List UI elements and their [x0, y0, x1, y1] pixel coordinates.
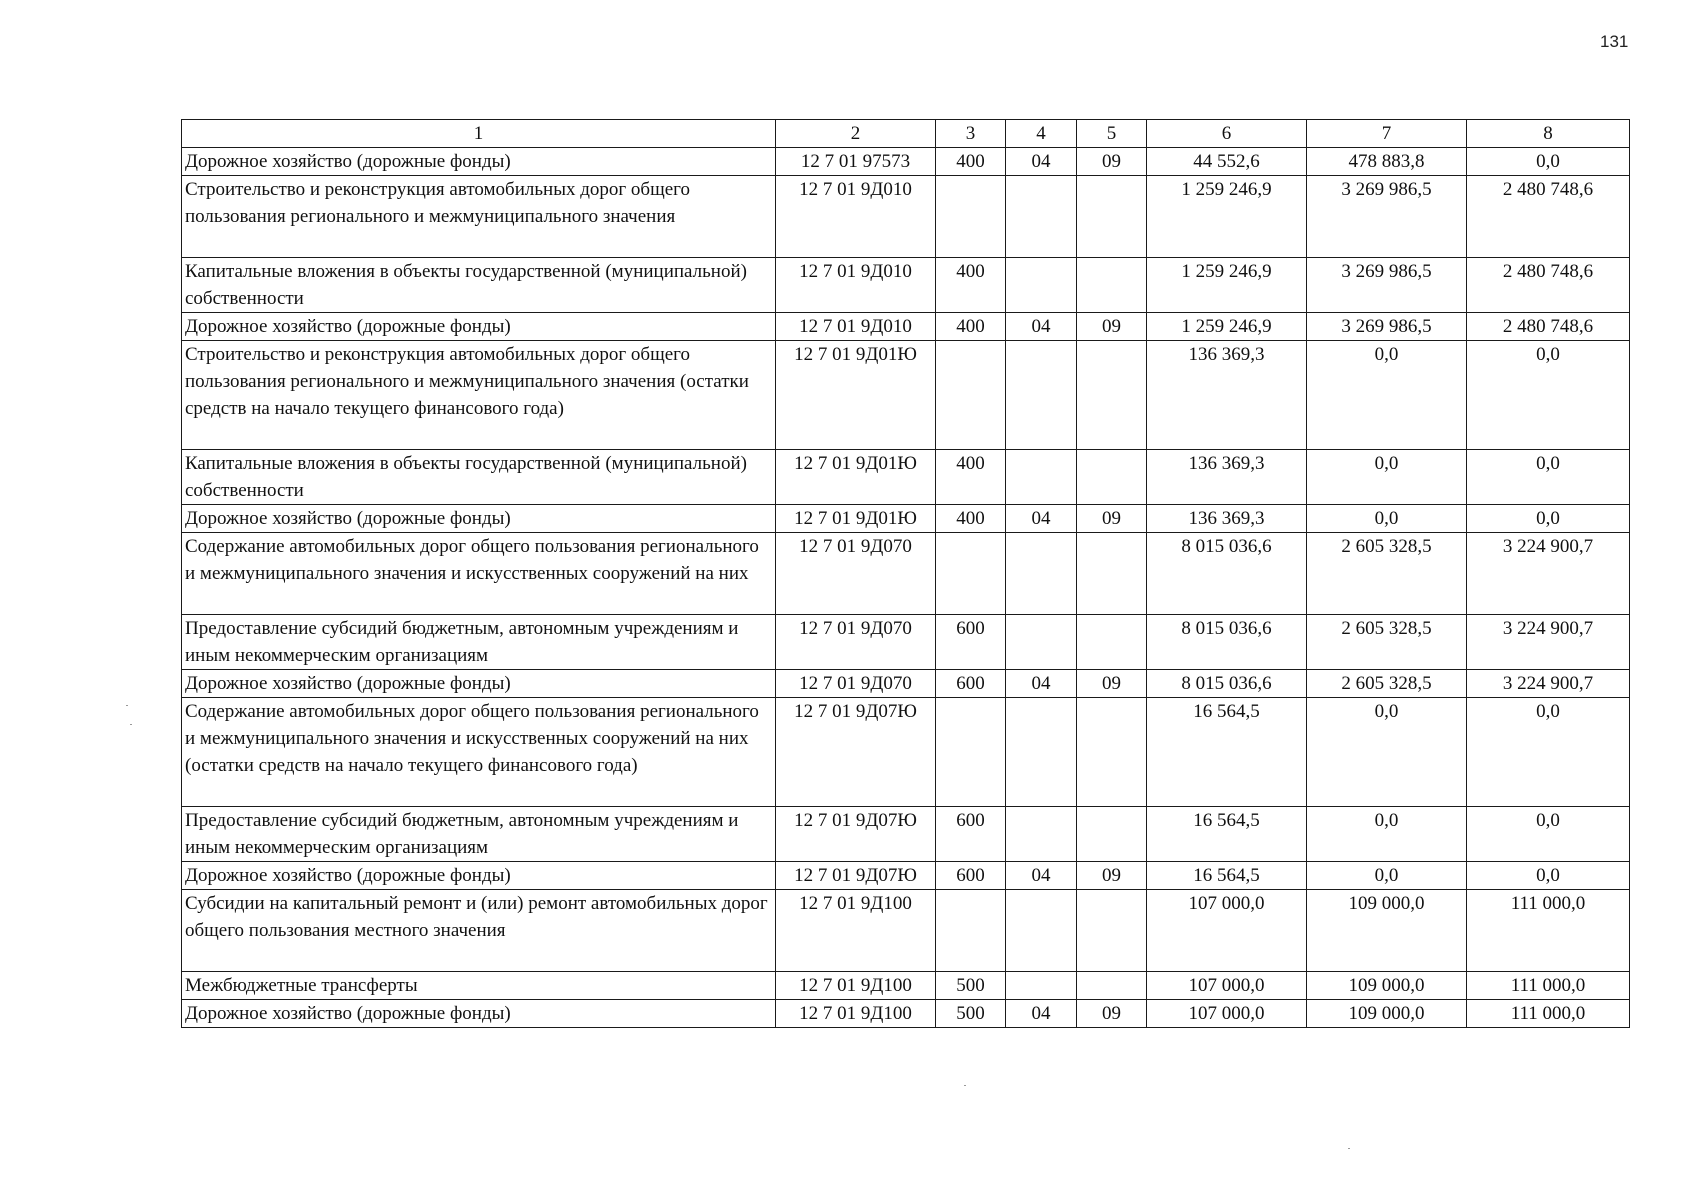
amount-col8-cell: 0,0: [1467, 450, 1630, 505]
page-number: 131: [1600, 32, 1629, 51]
subsection-cell: 09: [1077, 670, 1147, 698]
section-cell: [1006, 533, 1077, 615]
section-cell: [1006, 698, 1077, 807]
amount-col6-cell: 16 564,5: [1147, 698, 1307, 807]
amount-col6-cell: 136 369,3: [1147, 341, 1307, 450]
subsection-cell: [1077, 258, 1147, 313]
section-cell: [1006, 615, 1077, 670]
expense-type-cell: 600: [936, 807, 1006, 862]
amount-col6-cell: 8 015 036,6: [1147, 533, 1307, 615]
item-name-cell: Предоставление субсидий бюджетным, автономным учреждениям и иным некоммерческим организациям: [182, 807, 776, 862]
item-name-cell: Дорожное хозяйство (дорожные фонды): [182, 313, 776, 341]
subsection-cell: 09: [1077, 1000, 1147, 1028]
expense-type-cell: 400: [936, 505, 1006, 533]
section-cell: 04: [1006, 148, 1077, 176]
amount-col7-cell: 3 269 986,5: [1307, 176, 1467, 258]
item-name-cell: Субсидии на капитальный ремонт и (или) ремонт автомобильных дорог общего пользования местного значения: [182, 890, 776, 972]
amount-col8-cell: 3 224 900,7: [1467, 670, 1630, 698]
expense-type-cell: 400: [936, 258, 1006, 313]
section-cell: [1006, 258, 1077, 313]
subsection-cell: [1077, 450, 1147, 505]
section-cell: [1006, 890, 1077, 972]
expense-type-cell: 400: [936, 450, 1006, 505]
scan-speck: [126, 705, 128, 706]
target-code-cell: 12 7 01 9Д070: [776, 533, 936, 615]
section-cell: [1006, 807, 1077, 862]
amount-col6-cell: 16 564,5: [1147, 807, 1307, 862]
table-row: [182, 533, 1630, 615]
amount-col7-cell: 0,0: [1307, 862, 1467, 890]
item-name-cell: Дорожное хозяйство (дорожные фонды): [182, 148, 776, 176]
amount-col8-cell: 111 000,0: [1467, 972, 1630, 1000]
amount-col6-cell: 44 552,6: [1147, 148, 1307, 176]
amount-col8-cell: 0,0: [1467, 862, 1630, 890]
subsection-cell: [1077, 615, 1147, 670]
target-code-cell: 12 7 01 9Д07Ю: [776, 862, 936, 890]
subsection-cell: [1077, 807, 1147, 862]
target-code-cell: 12 7 01 9Д07Ю: [776, 698, 936, 807]
scan-speck: [130, 724, 132, 725]
amount-col6-cell: 136 369,3: [1147, 450, 1307, 505]
table-row: [182, 890, 1630, 972]
amount-col7-cell: 0,0: [1307, 807, 1467, 862]
table-row: [182, 341, 1630, 450]
subsection-cell: [1077, 533, 1147, 615]
target-code-cell: 12 7 01 9Д010: [776, 176, 936, 258]
table-row: [182, 505, 1630, 533]
subsection-cell: [1077, 972, 1147, 1000]
amount-col7-cell: 0,0: [1307, 341, 1467, 450]
item-name-cell: Дорожное хозяйство (дорожные фонды): [182, 1000, 776, 1028]
item-name-cell: Дорожное хозяйство (дорожные фонды): [182, 670, 776, 698]
amount-col7-cell: 2 605 328,5: [1307, 615, 1467, 670]
amount-col6-cell: 1 259 246,9: [1147, 313, 1307, 341]
target-code-cell: 12 7 01 9Д01Ю: [776, 341, 936, 450]
scan-speck: [1348, 1148, 1350, 1149]
target-code-cell: 12 7 01 9Д100: [776, 890, 936, 972]
section-cell: 04: [1006, 505, 1077, 533]
expense-type-cell: 500: [936, 1000, 1006, 1028]
target-code-cell: 12 7 01 97573: [776, 148, 936, 176]
header-cell: 2: [776, 120, 936, 148]
amount-col8-cell: 0,0: [1467, 341, 1630, 450]
section-cell: [1006, 341, 1077, 450]
amount-col8-cell: 0,0: [1467, 505, 1630, 533]
amount-col8-cell: 0,0: [1467, 807, 1630, 862]
subsection-cell: 09: [1077, 148, 1147, 176]
item-name-cell: Строительство и реконструкция автомобильных дорог общего пользования регионального и межмуниципального значения (остатки средств на начало текущего финансового года): [182, 341, 776, 450]
section-cell: [1006, 972, 1077, 1000]
amount-col6-cell: 107 000,0: [1147, 890, 1307, 972]
expense-type-cell: 600: [936, 862, 1006, 890]
amount-col7-cell: 0,0: [1307, 698, 1467, 807]
section-cell: [1006, 450, 1077, 505]
amount-col6-cell: 8 015 036,6: [1147, 670, 1307, 698]
amount-col6-cell: 1 259 246,9: [1147, 258, 1307, 313]
amount-col7-cell: 2 605 328,5: [1307, 670, 1467, 698]
budget-table: [181, 119, 1630, 1028]
header-cell: 7: [1307, 120, 1467, 148]
amount-col6-cell: 107 000,0: [1147, 972, 1307, 1000]
item-name-cell: Содержание автомобильных дорог общего пользования регионального и межмуниципального значения и искусственных сооружений на них (остатки средств на начало текущего финансового года): [182, 698, 776, 807]
table-row: [182, 807, 1630, 862]
target-code-cell: 12 7 01 9Д070: [776, 615, 936, 670]
target-code-cell: 12 7 01 9Д100: [776, 972, 936, 1000]
amount-col7-cell: 478 883,8: [1307, 148, 1467, 176]
expense-type-cell: [936, 533, 1006, 615]
item-name-cell: Дорожное хозяйство (дорожные фонды): [182, 862, 776, 890]
amount-col8-cell: 2 480 748,6: [1467, 176, 1630, 258]
section-cell: 04: [1006, 1000, 1077, 1028]
table-row: [182, 862, 1630, 890]
amount-col8-cell: 3 224 900,7: [1467, 615, 1630, 670]
target-code-cell: 12 7 01 9Д100: [776, 1000, 936, 1028]
table-row: [182, 148, 1630, 176]
amount-col8-cell: 111 000,0: [1467, 1000, 1630, 1028]
section-cell: 04: [1006, 670, 1077, 698]
subsection-cell: [1077, 890, 1147, 972]
item-name-cell: Строительство и реконструкция автомобильных дорог общего пользования регионального и межмуниципального значения: [182, 176, 776, 258]
section-cell: 04: [1006, 313, 1077, 341]
subsection-cell: [1077, 341, 1147, 450]
expense-type-cell: 400: [936, 148, 1006, 176]
expense-type-cell: [936, 890, 1006, 972]
target-code-cell: 12 7 01 9Д01Ю: [776, 505, 936, 533]
amount-col7-cell: 109 000,0: [1307, 972, 1467, 1000]
amount-col8-cell: 2 480 748,6: [1467, 313, 1630, 341]
subsection-cell: 09: [1077, 313, 1147, 341]
table-row: [182, 176, 1630, 258]
item-name-cell: Предоставление субсидий бюджетным, автономным учреждениям и иным некоммерческим организациям: [182, 615, 776, 670]
table-header-row: [182, 120, 1630, 148]
table-row: [182, 670, 1630, 698]
table-row: [182, 615, 1630, 670]
amount-col8-cell: 3 224 900,7: [1467, 533, 1630, 615]
amount-col6-cell: 8 015 036,6: [1147, 615, 1307, 670]
subsection-cell: [1077, 698, 1147, 807]
amount-col7-cell: 0,0: [1307, 505, 1467, 533]
target-code-cell: 12 7 01 9Д07Ю: [776, 807, 936, 862]
item-name-cell: Межбюджетные трансферты: [182, 972, 776, 1000]
header-cell: 4: [1006, 120, 1077, 148]
header-cell: 1: [182, 120, 776, 148]
amount-col6-cell: 107 000,0: [1147, 1000, 1307, 1028]
amount-col7-cell: 3 269 986,5: [1307, 313, 1467, 341]
table-row: [182, 313, 1630, 341]
section-cell: [1006, 176, 1077, 258]
expense-type-cell: [936, 341, 1006, 450]
subsection-cell: 09: [1077, 862, 1147, 890]
amount-col7-cell: 0,0: [1307, 450, 1467, 505]
target-code-cell: 12 7 01 9Д070: [776, 670, 936, 698]
amount-col8-cell: 2 480 748,6: [1467, 258, 1630, 313]
amount-col8-cell: 0,0: [1467, 698, 1630, 807]
expense-type-cell: 400: [936, 313, 1006, 341]
target-code-cell: 12 7 01 9Д010: [776, 313, 936, 341]
header-cell: 6: [1147, 120, 1307, 148]
table-row: [182, 698, 1630, 807]
target-code-cell: 12 7 01 9Д010: [776, 258, 936, 313]
header-cell: 5: [1077, 120, 1147, 148]
header-cell: 8: [1467, 120, 1630, 148]
expense-type-cell: [936, 176, 1006, 258]
item-name-cell: Капитальные вложения в объекты государственной (муниципальной) собственности: [182, 450, 776, 505]
target-code-cell: 12 7 01 9Д01Ю: [776, 450, 936, 505]
amount-col7-cell: 109 000,0: [1307, 1000, 1467, 1028]
table-row: [182, 258, 1630, 313]
amount-col6-cell: 136 369,3: [1147, 505, 1307, 533]
amount-col7-cell: 3 269 986,5: [1307, 258, 1467, 313]
subsection-cell: [1077, 176, 1147, 258]
table-row: [182, 450, 1630, 505]
scan-speck: [964, 1085, 966, 1086]
expense-type-cell: [936, 698, 1006, 807]
amount-col6-cell: 1 259 246,9: [1147, 176, 1307, 258]
expense-type-cell: 600: [936, 670, 1006, 698]
header-cell: 3: [936, 120, 1006, 148]
subsection-cell: 09: [1077, 505, 1147, 533]
item-name-cell: Дорожное хозяйство (дорожные фонды): [182, 505, 776, 533]
amount-col7-cell: 2 605 328,5: [1307, 533, 1467, 615]
item-name-cell: Содержание автомобильных дорог общего пользования регионального и межмуниципального значения и искусственных сооружений на них: [182, 533, 776, 615]
item-name-cell: Капитальные вложения в объекты государственной (муниципальной) собственности: [182, 258, 776, 313]
amount-col8-cell: 0,0: [1467, 148, 1630, 176]
expense-type-cell: 600: [936, 615, 1006, 670]
expense-type-cell: 500: [936, 972, 1006, 1000]
table-row: [182, 1000, 1630, 1028]
amount-col7-cell: 109 000,0: [1307, 890, 1467, 972]
amount-col6-cell: 16 564,5: [1147, 862, 1307, 890]
table-row: [182, 972, 1630, 1000]
amount-col8-cell: 111 000,0: [1467, 890, 1630, 972]
section-cell: 04: [1006, 862, 1077, 890]
